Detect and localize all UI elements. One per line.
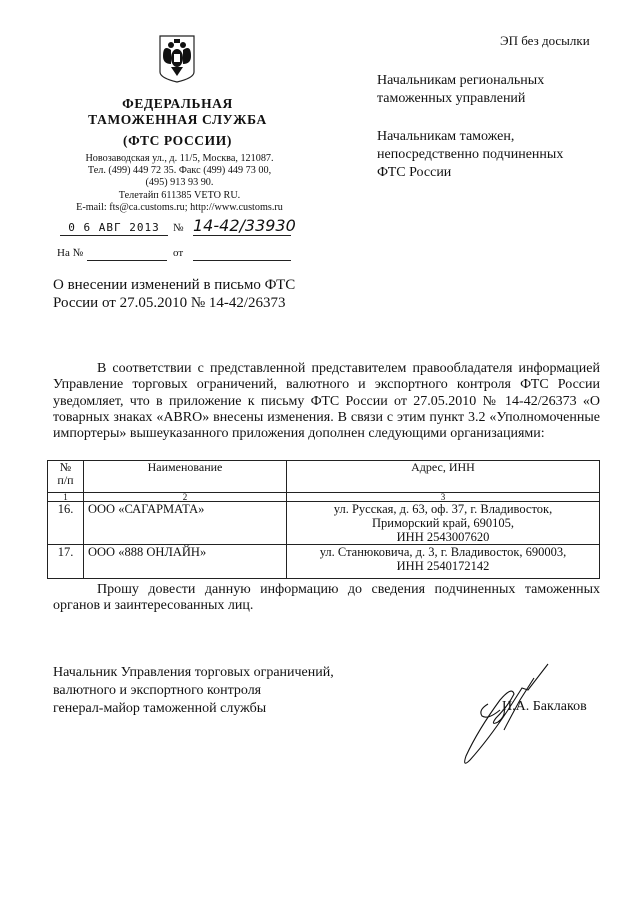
header-number: № п/п — [48, 461, 84, 493]
registration-date: 0 6 АВГ 2013 — [60, 221, 168, 236]
delivery-note: ЭП без досылки — [500, 33, 590, 48]
column-numbers-row — [48, 493, 600, 502]
header-name: Наименование — [84, 461, 287, 493]
org-name: ООО «888 ОНЛАЙН» — [84, 545, 287, 579]
signer-position-line: валютного и экспортного контроля — [53, 683, 262, 698]
reference-number-label: На № — [57, 247, 84, 259]
reference-date-blank — [193, 260, 291, 261]
column-number: 1 — [48, 493, 84, 502]
reference-date-label: от — [173, 247, 184, 259]
contact-email-web: E-mail: fts@ca.customs.ru; http://www.customs.ru — [76, 201, 283, 213]
contact-phone-2: (495) 913 93 90. — [145, 177, 214, 189]
addressee-line: Начальникам региональных — [377, 73, 545, 88]
row-number: 17. — [48, 545, 84, 579]
addressee-line: таможенных управлений — [377, 91, 526, 106]
org-name-line3: (ФТС РОССИИ) — [123, 133, 232, 148]
handwritten-signature-icon — [448, 660, 558, 770]
coat-of-arms-icon — [157, 34, 197, 84]
signer-position-line: генерал-майор таможенной службы — [53, 701, 267, 716]
letter-subject — [53, 276, 295, 312]
column-number: 3 — [287, 493, 600, 502]
org-address: ул. Станюковича, д. 3, г. Владивосток, 690003, ИНН 2540172142 — [287, 545, 600, 579]
addressee-line: непосредственно подчиненных — [377, 147, 564, 162]
row-number: 16. — [48, 502, 84, 545]
registration-number-label: № — [173, 222, 184, 234]
org-name-line1: ФЕДЕРАЛЬНАЯ — [122, 96, 233, 111]
org-name-line2: ТАМОЖЕННАЯ СЛУЖБА — [88, 112, 267, 127]
column-number: 2 — [84, 493, 287, 502]
importers-table — [47, 460, 600, 579]
org-name: ООО «САГАРМАТА» — [84, 502, 287, 545]
addressee-line: Начальникам таможен, — [377, 129, 515, 144]
body-paragraph-2: Прошу довести данную информацию до сведения подчиненных таможенных органов и заинтересованных лиц. — [53, 582, 600, 614]
table-row — [48, 545, 600, 579]
org-contacts — [52, 153, 307, 214]
registration-block — [55, 216, 317, 264]
addressee-customs — [377, 128, 563, 182]
contact-teletype: Телетайп 611385 VETO RU. — [118, 189, 241, 201]
registration-number: 14-42/33930 — [193, 216, 296, 235]
body-paragraph-1: В соответствии с представленной представителем правообладателя информацией Управление торговых ограничений, валютного и экспортного контроля ФТС России уведомляет, что в приложение к письму ФТС России от 27.05.2010 № 14-42/26373 «О товарных знаках «ABRO» внесены изменения. В связи с этим пункт 3.2 «Уполномоченные импортеры» вышеуказанного приложения дополнен следующими организациями: — [53, 361, 600, 442]
signer-position — [53, 664, 334, 718]
subject-line: России от 27.05.2010 № 14-42/26373 — [53, 295, 286, 311]
subject-line: О внесении изменений в письмо ФТС — [53, 277, 296, 293]
signer-position-line: Начальник Управления торговых ограничений, — [53, 665, 334, 680]
contact-address: Новозаводская ул., д. 11/5, Москва, 121087. — [85, 153, 274, 164]
header-address: Адрес, ИНН — [287, 461, 600, 493]
table-header-row — [48, 461, 600, 493]
addressee-regional — [377, 72, 544, 108]
contact-phone-fax: Тел. (499) 449 72 35. Факс (499) 449 73 00, — [87, 165, 272, 177]
reference-number-blank — [87, 260, 167, 261]
addressee-line: ФТС России — [377, 165, 452, 180]
table-row — [48, 502, 600, 545]
org-address: ул. Русская, д. 63, оф. 37, г. Владивосток, Приморский край, 690105, ИНН 2543007620 — [287, 502, 600, 545]
signer-name: И.А. Баклаков — [502, 699, 587, 714]
